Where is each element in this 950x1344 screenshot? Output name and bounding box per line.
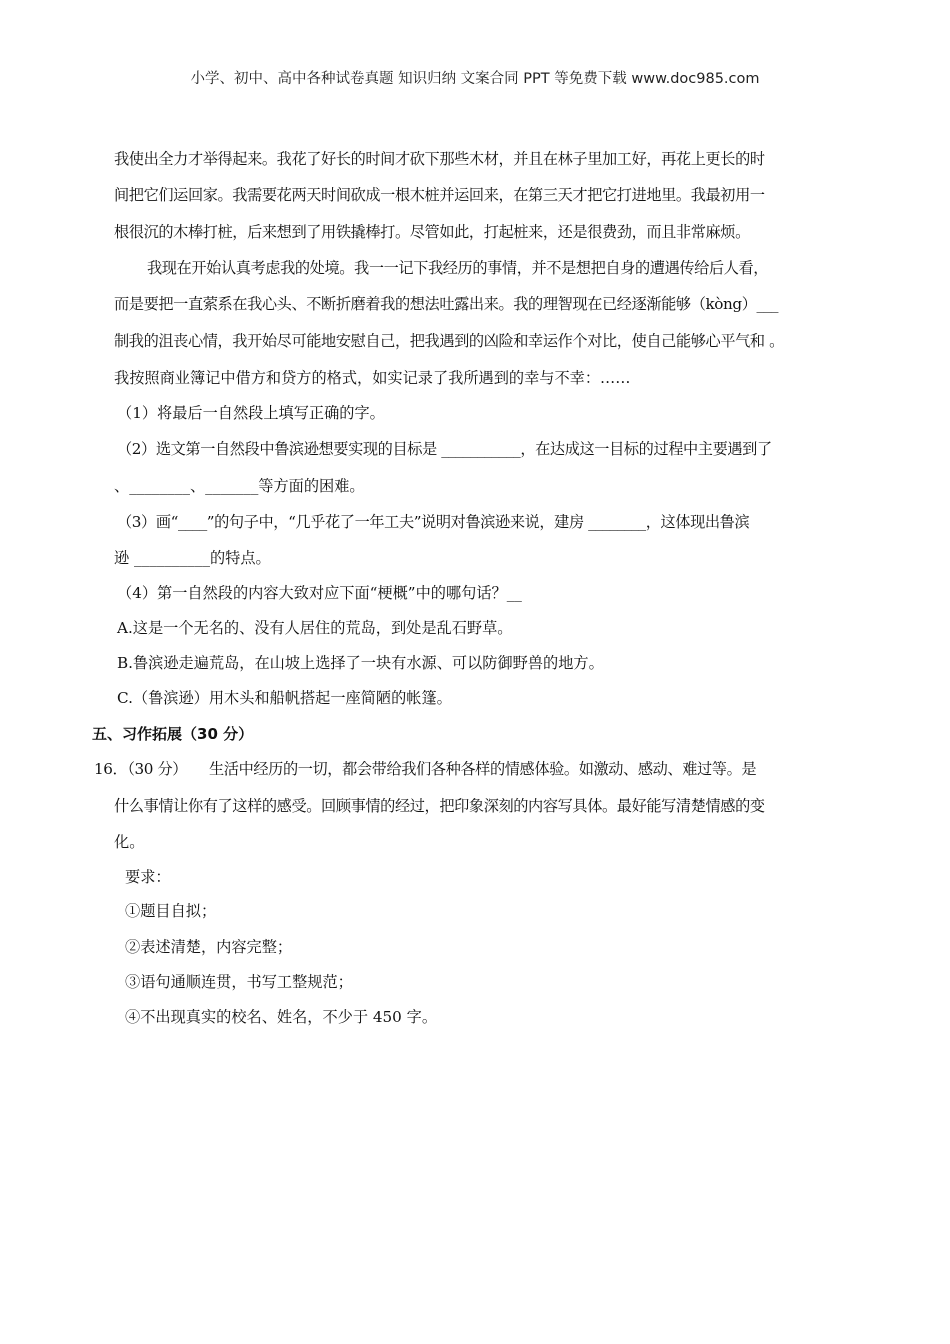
question-3-line-2: 逊 __________的特点。 bbox=[114, 549, 271, 567]
passage-p1-line-2: 间把它们运回家。我需要花两天时间砍成一根木桩并运回来，在第三天才把它打进地里。我最初用一 bbox=[114, 186, 765, 204]
option-c: C.（鲁滨逊）用木头和船帆搭起一座简陋的帐篷。 bbox=[117, 689, 452, 707]
question-16-line-2: 什么事情让你有了这样的感受。回顾事情的经过，把印象深刻的内容写具体。最好能写清楚情感的变 bbox=[114, 797, 765, 815]
requirement-1: ①题目自拟； bbox=[125, 902, 217, 920]
passage-p1-line-3: 根很沉的木棒打桩，后来想到了用铁撬棒打。尽管如此，打起桩来，还是很费劲，而且非常麻烦。 bbox=[114, 223, 750, 241]
requirement-4: ④不出现真实的校名、姓名，不少于 450 字。 bbox=[125, 1008, 438, 1026]
question-2-line-1: （2）选文第一自然段中鲁滨逊想要实现的目标是 ___________，在达成这一目标的过程中主要遇到了 bbox=[117, 440, 772, 458]
question-16-line-3: 化。 bbox=[114, 833, 145, 851]
question-3-line-1: （3）画“____”的句子中，“几乎花了一年工夫”说明对鲁滨逊来说，建房 ________，这体现出鲁滨 bbox=[117, 513, 750, 531]
passage-p1-line-1: 我使出全力才举得起来。我花了好长的时间才砍下那些木材，并且在林子里加工好，再花上更长的时 bbox=[114, 150, 765, 168]
question-2-line-2: 、________、_______等方面的困难。 bbox=[114, 477, 365, 495]
passage-p2-line-4: 我按照商业簿记中借方和贷方的格式，如实记录了我所遇到的幸与不幸：…… bbox=[114, 369, 631, 387]
passage-p2-line-2: 而是要把一直萦系在我心头、不断折磨着我的想法吐露出来。我的理智现在已经逐渐能够（kòng）___ bbox=[114, 295, 779, 313]
section-5-title: 五、习作拓展（30 分） bbox=[92, 725, 254, 743]
requirement-2: ②表述清楚，内容完整； bbox=[125, 938, 293, 956]
option-b: B.鲁滨逊走遍荒岛，在山坡上选择了一块有水源、可以防御野兽的地方。 bbox=[117, 654, 604, 672]
passage-p2-line-3: 制我的沮丧心情，我开始尽可能地安慰自己，把我遇到的凶险和幸运作个对比，使自己能够心平气和 。 bbox=[114, 332, 784, 350]
question-4: （4）第一自然段的内容大致对应下面“梗概”中的哪句话？__ bbox=[117, 584, 522, 602]
requirements-label: 要求： bbox=[125, 868, 171, 886]
question-1: （1）将最后一自然段上填写正确的字。 bbox=[117, 404, 385, 422]
requirement-3: ③语句通顺连贯，书写工整规范； bbox=[125, 973, 353, 991]
option-a: A.这是一个无名的、没有人居住的荒岛，到处是乱石野草。 bbox=[117, 619, 513, 637]
passage-p2-line-1: 我现在开始认真考虑我的处境。我一一记下我经历的事情，并不是想把自身的遭遇传给后人看， bbox=[147, 259, 769, 277]
question-16-line-1: 16．（30 分） 生活中经历的一切，都会带给我们各种各样的情感体验。如激动、感动、难过等。是 bbox=[94, 760, 757, 778]
page-header: 小学、初中、高中各种试卷真题 知识归纳 文案合同 PPT 等免费下载 www.doc985.com bbox=[190, 71, 760, 87]
